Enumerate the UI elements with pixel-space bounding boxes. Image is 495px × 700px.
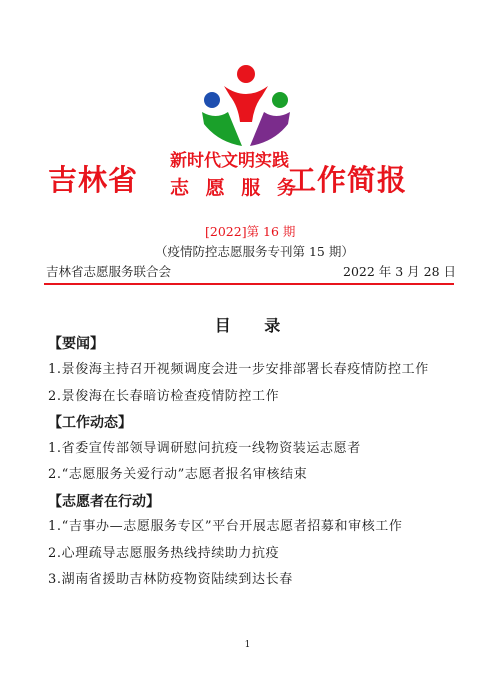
special-issue-note: （疫情防控志愿服务专刊第 15 期）	[155, 244, 354, 259]
toc-item[interactable]: 2.“志愿服务关爱行动”志愿者报名审核结束	[48, 467, 308, 482]
toc-item[interactable]: 1.景俊海主持召开视频调度会进一步安排部署长春疫情防控工作	[48, 362, 429, 377]
toc-item[interactable]: 1.“吉事办—志愿服务专区”平台开展志愿者招募和审核工作	[48, 519, 403, 534]
toc-item[interactable]: 3.湖南省援助吉林防疫物资陆续到达长春	[48, 572, 293, 587]
masthead-line1: 新时代文明实践	[170, 151, 289, 171]
toc-item[interactable]: 2.心理疏导志愿服务热线持续助力抗疫	[48, 546, 280, 561]
masthead-line2: 志 愿 服 务	[170, 177, 301, 199]
masthead-title: 工作简报	[287, 163, 408, 197]
header-divider	[44, 283, 454, 285]
publish-date: 2022 年 3 月 28 日	[343, 264, 457, 279]
toc-section-heading: 【工作动态】	[48, 415, 132, 431]
masthead-org-left: 吉林省	[48, 163, 139, 197]
toc-title: 目 录	[214, 316, 295, 335]
page-number: 1	[244, 640, 251, 650]
toc-item[interactable]: 1.省委宣传部领导调研慰问抗疫一线物资装运志愿者	[48, 441, 361, 456]
toc-section-heading: 【志愿者在行动】	[48, 494, 160, 510]
toc-section-heading: 【要闻】	[48, 336, 104, 352]
issue-number: [2022]第 16 期	[205, 224, 296, 239]
publisher: 吉林省志愿服务联合会	[46, 264, 172, 279]
volunteer-logo-icon	[198, 62, 294, 150]
toc-item[interactable]: 2.景俊海在长春暗访检查疫情防控工作	[48, 389, 280, 404]
